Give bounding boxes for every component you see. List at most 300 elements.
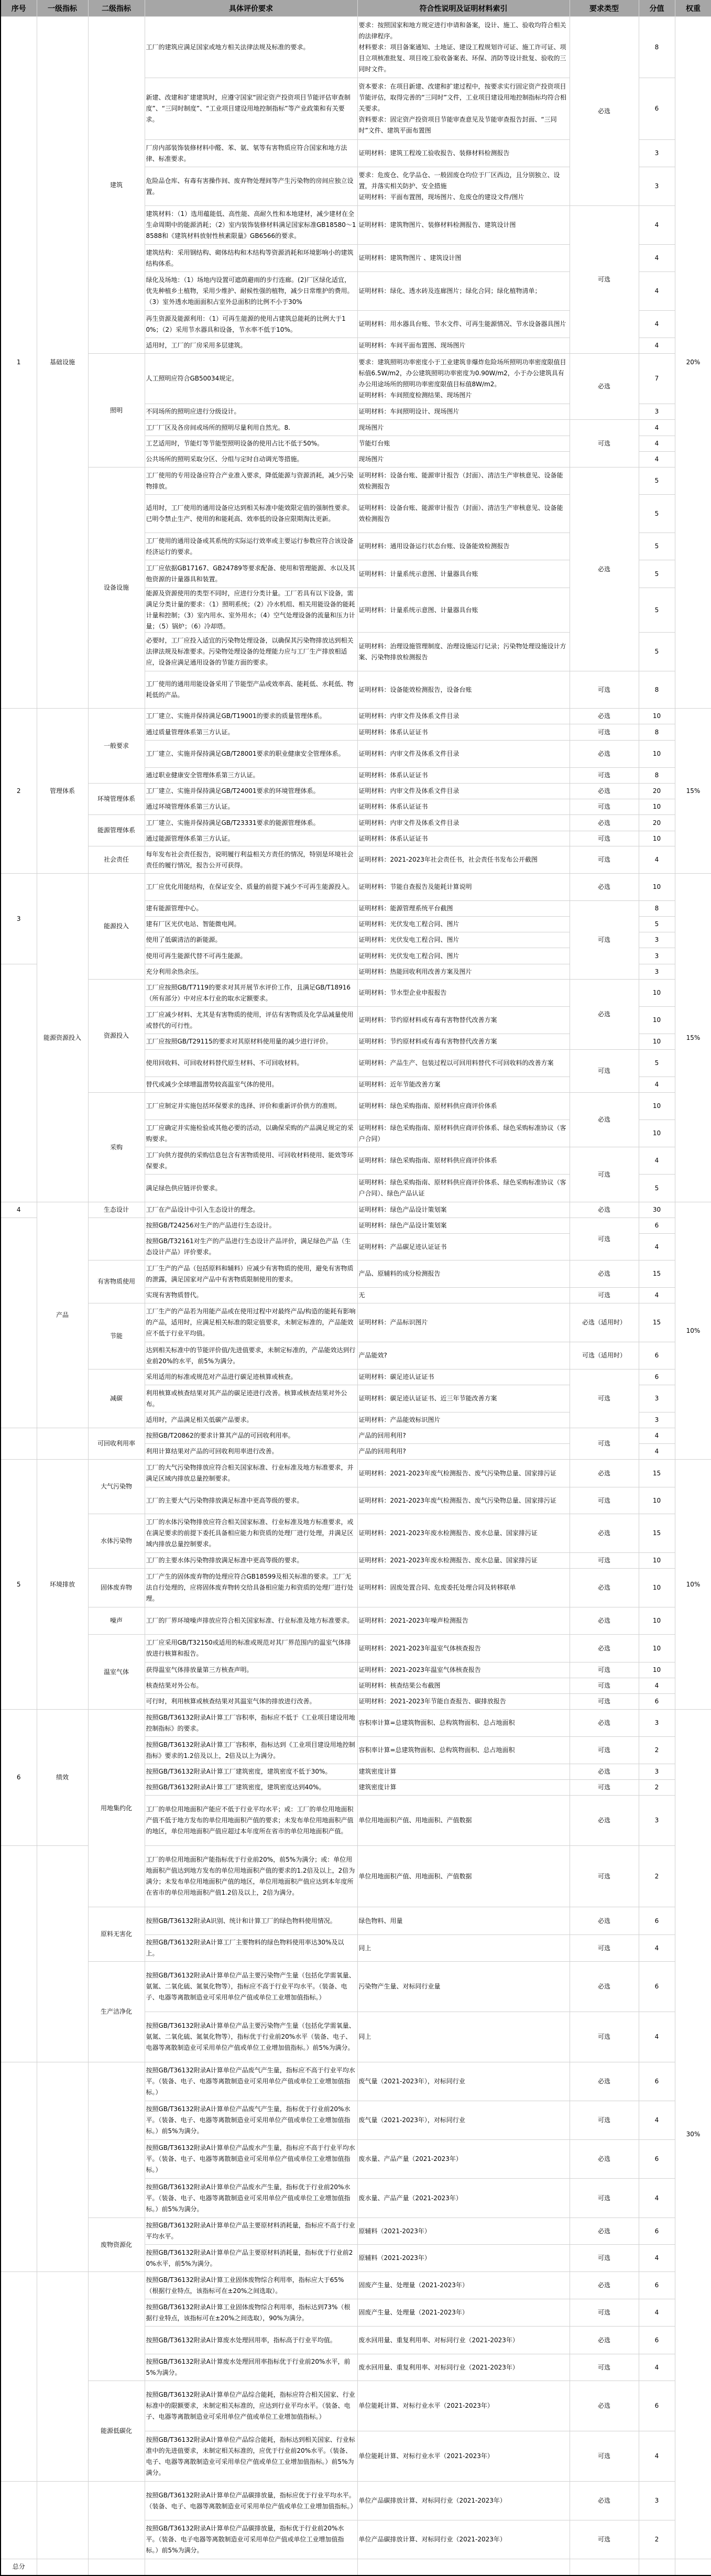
requirement-cell: 建筑材料：（1）选用蕴能低、高性能、高耐久性和本地建材，减少建材在全生命周期中的能源消耗；（2）室内装饰装修材料满足国家标准GB18580～18588和《建筑材料放射性核素限量》GB6566的要求。	[145, 206, 357, 245]
score-cell: 3	[639, 167, 675, 206]
number-cell	[1, 2272, 37, 2482]
requirement-cell: 工厂的主要大气污染物排放满足标准中更高等级的要求。	[145, 1487, 357, 1514]
table-row	[1, 354, 711, 404]
table-row	[1, 1907, 711, 1935]
table-row	[1, 1962, 711, 2012]
requirement-type-cell: 可选	[570, 1147, 639, 1202]
requirement-cell: 按照GB/T36132附录A计算单位产品主要污染物产生量（包括化学需氧量、氨氮、二氧化硫、氮氧化物等），指标优于行业前20%水平（装备、电子、电器等离散制造业可采用单位产值或单位工业增加值指标。）前5%为满分。	[145, 2012, 357, 2062]
level1-cell: 管理体系	[37, 709, 88, 874]
requirement-cell: 工厂生产的产品（包括原料和辅料）应减少有害物质的使用，避免有害物质的泄露，满足国家对产品中有害物质限制使用的要求。	[145, 1260, 357, 1288]
evidence-cell: 证明材料：产品能效标识图片	[357, 1412, 570, 1428]
evidence-cell: 证明材料：光伏发电工程合同、图片	[357, 948, 570, 964]
requirement-type-cell: 必选	[570, 1093, 639, 1147]
requirement-type-cell: 必选	[570, 2482, 639, 2520]
requirement-type-cell: 必选	[570, 2327, 639, 2354]
requirement-cell: 可行时，利用核算或核查结果对其温室气体的排放进行改善。	[145, 1694, 357, 1710]
level2-cell: 建筑	[88, 17, 145, 354]
table-row	[1, 1569, 711, 1607]
requirement-type-cell: 可选	[570, 2299, 639, 2327]
requirement-type-cell: 可选	[570, 1846, 639, 1907]
requirement-type-cell: 可选	[570, 1428, 639, 1460]
header-level1: 一级指标	[37, 0, 88, 17]
requirement-cell: 通过质量管理体系第三方认证。	[145, 724, 357, 741]
requirement-type-cell: 必选	[570, 1764, 639, 1780]
score-cell: 10	[639, 709, 675, 724]
number-cell	[1, 1428, 37, 1460]
score-cell: 2	[639, 1780, 675, 1796]
score-cell: 10	[639, 799, 675, 815]
level1-cell	[37, 1428, 88, 1460]
requirement-cell: 按照GB/T36132附录A计算工厂容积率，指标达到《工业项目建设用地控制指标》要求的1.2倍及以上，2倍及以上为满分。	[145, 1737, 357, 1764]
requirement-type-cell: 可选	[570, 901, 639, 980]
score-cell: 4	[639, 452, 675, 468]
evidence-cell: 证明材料：节能自查报告及能耗计算说明	[357, 874, 570, 901]
score-cell: 10	[639, 980, 675, 1007]
evidence-cell: 证明材料：内审文件及体系文件目录	[357, 709, 570, 724]
table-row	[1, 709, 711, 724]
total-empty-cell	[675, 2559, 711, 2575]
total-empty-cell	[88, 2559, 145, 2575]
score-cell: 6	[639, 2062, 675, 2101]
number-cell	[1, 1846, 37, 2062]
requirement-type-cell: 可选	[570, 1662, 639, 1678]
requirement-cell: 工厂应确定并实施检验或其他必要的活动，以确保采购的产品满足规定的采购要求。	[145, 1120, 357, 1147]
header-weight: 权重	[675, 0, 711, 17]
total-row	[1, 2559, 711, 2575]
score-cell: 10	[639, 1553, 675, 1569]
header-type: 要求类型	[570, 0, 639, 17]
requirement-cell: 工厂在产品设计中引入生态设计的理念。	[145, 1202, 357, 1218]
requirement-cell: 工厂建立、实施并保持满足GB/T28001要求的职业健康安全管理体系。	[145, 741, 357, 768]
requirement-cell: 按照GB/T36132附录A计算单位产品综合能耗，指标达到相关国家、行业标准中的先进值要求，未制定相关标准的，应优于行业前20%水平。（装备、电子、电器等离散制造业可采用单位产值或单位工业增加值指标。）前5%为满分。	[145, 2431, 357, 2482]
score-cell: 6	[639, 2272, 675, 2299]
evidence-cell: 证明材料：2021-2023年温室气体核查报告	[357, 1662, 570, 1678]
score-cell: 10	[639, 1635, 675, 1662]
total-empty-cell	[639, 2559, 675, 2575]
level1-cell: 能源资源投入	[37, 874, 88, 1202]
evidence-cell: 证明材料：绿色采购指南、原材料供应商评价体系、绿色采购标准协议（客户合同）、绿色产品认证	[357, 1175, 570, 1202]
requirement-type-cell: 可选	[570, 1694, 639, 1710]
evidence-cell: 证明材料：内审文件及体系文件目录	[357, 741, 570, 768]
table-row	[1, 784, 711, 799]
level2-cell: 一般要求	[88, 709, 145, 784]
table-row	[1, 2218, 711, 2245]
requirement-type-cell: 可选	[570, 2354, 639, 2381]
score-cell: 3	[639, 1412, 675, 1428]
level2-cell: 社会责任	[88, 846, 145, 874]
evidence-cell: 证明材料：2021-2023年噪声检测报告	[357, 1607, 570, 1635]
number-cell: 5	[1, 1460, 37, 1710]
requirement-type-cell: 可选	[570, 831, 639, 846]
requirement-cell: 按照GB/T36132附录A计算单位产品碳排放量，指标应优于行业平均水平。（装备、电子、电器等离散制造业可采用单位产值或单位工业增加值指标。）	[145, 2482, 357, 2520]
score-cell: 3	[639, 2482, 675, 2520]
evidence-cell: 证明材料：节水型企业申报报告	[357, 980, 570, 1007]
table-row	[1, 815, 711, 831]
evidence-cell: 证明材料：2021-2023年废气检测报告、废气污染物总量、国家排污证	[357, 1487, 570, 1514]
evidence-cell: 证明材料：热能回收利用改善方案及图片	[357, 964, 570, 980]
level2-cell: 能源投入	[88, 874, 145, 980]
weight-cell: 15%	[675, 874, 711, 1202]
score-cell: 6	[639, 2218, 675, 2245]
evidence-cell: 证明材料：固废处置合同、危废委托处理合同及转移联单	[357, 1569, 570, 1607]
requirement-cell: 获得温室气体排放量第三方核查声明。	[145, 1662, 357, 1678]
score-cell: 10	[639, 1662, 675, 1678]
requirement-cell: 人工照明应符合GB50034规定。	[145, 354, 357, 404]
level2-cell: 照明	[88, 354, 145, 468]
score-cell: 4	[639, 1444, 675, 1460]
score-cell: 4	[639, 1234, 675, 1260]
evidence-cell: 现场图片	[357, 452, 570, 468]
table-row	[1, 2272, 711, 2299]
evidence-cell: 废水量、产品产量（2021-2023年）	[357, 2140, 570, 2179]
requirement-type-cell: 必选	[570, 17, 639, 206]
table-row	[1, 2062, 711, 2101]
requirement-cell: 工厂使用的通用用能设备采用了节能型产品或效率高、能耗低、水耗低、物耗低的产品。	[145, 671, 357, 709]
evidence-cell: 证明材料：近年节能改善方案	[357, 1077, 570, 1093]
evidence-cell: 证明材料：设备台账、能源审计报告（封面）、清洁生产审核意见、设备能效检测报告	[357, 468, 570, 495]
level2-cell: 能源管理体系	[88, 815, 145, 846]
score-cell: 6	[639, 2327, 675, 2354]
requirement-cell: 工厂生产的产品若为用能产品或在使用过程中对最终产品/构造的能耗有影响的产品，适用时，应满足相关标准的限定值要求，未制定标准的，产品能效应不低于行业平均值。	[145, 1303, 357, 1342]
requirement-cell: 使用可再生能源代替不可再生能源。	[145, 948, 357, 964]
level1-cell	[37, 2062, 88, 2272]
score-cell: 8	[639, 901, 675, 917]
evidence-cell: 证明材料：车间平面布置图、现场图片	[357, 338, 570, 354]
evidence-cell: 产品的回用利用?	[357, 1428, 570, 1444]
level2-cell	[88, 2272, 145, 2381]
score-cell: 6	[639, 1907, 675, 1935]
score-cell: 4	[639, 1147, 675, 1175]
requirement-cell: 核查结果对外公布。	[145, 1678, 357, 1694]
score-cell: 20	[639, 815, 675, 831]
requirement-cell: 绿化及场地：（1）场地内设置可遮荫避雨的步行连廊。(2)厂区绿化适宜，优先种植乡土植物，采用少维护、耐候性强的植物，减少日常维护的费用。（3）室外透水地面面积占室外总面积的比例不小于30%	[145, 272, 357, 311]
evidence-cell: 证明材料：体系认证证书	[357, 831, 570, 846]
requirement-cell: 实现有害物质替代。	[145, 1288, 357, 1303]
requirement-cell: 按照GB/T36132附录A计算工业固体废物综合利用率，指标达到73%（根据行业特点，该指标可在±20%之间选取），90%为满分。	[145, 2299, 357, 2327]
evidence-cell: 绿色物料、用量	[357, 1907, 570, 1935]
requirement-cell: 使用回收料、可回收材料替代原生材料、不可回收材料。	[145, 1050, 357, 1077]
evidence-cell: 证明材料：体系认证证书	[357, 724, 570, 741]
evidence-cell: 证明材料：产品生产、包装过程以可回用料替代不可回收料的改善方案	[357, 1050, 570, 1077]
score-cell: 10	[639, 741, 675, 768]
table-row	[1, 1428, 711, 1444]
requirement-type-cell: 可选	[570, 1935, 639, 1962]
evidence-cell: 证明材料：2021-2023年废水检测报告、废水总量、国家排污证	[357, 1514, 570, 1553]
score-cell: 3	[639, 1764, 675, 1780]
evidence-cell: 单位用地面积产值、用地面积、产值数据	[357, 1846, 570, 1907]
evidence-cell: 容积率计算=总建筑物面积、总构筑物面积、总占地面积	[357, 1710, 570, 1737]
requirement-cell: 按照GB/T36132附录A计算工厂建筑密度，建筑密度达到40%。	[145, 1780, 357, 1796]
requirement-type-cell: 可选	[570, 2245, 639, 2272]
table-body	[1, 17, 711, 2575]
score-cell: 15	[639, 1460, 675, 1487]
evidence-cell: 证明材料：绿化、透水砖及连廊图片；绿化合同；绿化植物清单；	[357, 272, 570, 311]
score-cell: 4	[639, 2101, 675, 2140]
requirement-type-cell: 必选	[570, 980, 639, 1050]
level2-cell: 原料无害化	[88, 1907, 145, 1962]
table-row	[1, 1460, 711, 1487]
requirement-type-cell: 必选	[570, 741, 639, 768]
score-cell: 10	[639, 1607, 675, 1635]
requirement-cell: 建有能源管理中心。	[145, 901, 357, 917]
level2-cell: 有害物质使用	[88, 1260, 145, 1303]
level2-cell	[88, 2062, 145, 2218]
evidence-cell: 单位产品碳排放计算、对标同行业（2021-2023年）	[357, 2520, 570, 2559]
requirement-type-cell: 可选	[570, 2101, 639, 2140]
evidence-cell: 证明材料：建筑物图片、装修材料检测报告、建筑设计图	[357, 206, 570, 245]
evidence-cell: 单位能耗计算、对标行业水平（2021-2023年）	[357, 2431, 570, 2482]
header-score: 分值	[639, 0, 675, 17]
requirement-type-cell: 必选	[570, 874, 639, 901]
requirement-cell: 适用时，工厂的厂房采用多层建筑。	[145, 338, 357, 354]
requirement-cell: 通过职业健康安全管理体系第三方认证。	[145, 768, 357, 784]
requirement-type-cell: 可选	[570, 1288, 639, 1303]
requirement-type-cell: 可选	[570, 1678, 639, 1694]
requirement-type-cell: 可选	[570, 1737, 639, 1764]
table-row	[1, 1514, 711, 1553]
evidence-cell: 证明材料：计量系统示意图、计量器具台账	[357, 588, 570, 633]
evidence-cell: 证明材料：产品碳足迹认证证书	[357, 1234, 570, 1260]
score-cell: 3	[639, 948, 675, 964]
requirement-cell: 工厂的大气污染物排放应符合相关国家标准、行业标准及地方标准要求，并满足区域内排放总量控制要求。	[145, 1460, 357, 1487]
requirement-cell: 工厂应优化用能结构，在保证安全、质量的前提下减少不可再生能源投入。	[145, 874, 357, 901]
evidence-cell: 证明材料：体系认证证书	[357, 799, 570, 815]
evidence-cell: 废气量（2021-2023年），对标同行业	[357, 2062, 570, 2101]
level2-cell	[88, 2482, 145, 2559]
header-level2: 二级指标	[88, 0, 145, 17]
level2-cell: 减碳	[88, 1369, 145, 1428]
number-cell: 1	[1, 17, 37, 709]
evidence-cell: 产品的回用利用?	[357, 1444, 570, 1460]
number-cell: 3	[1, 874, 37, 964]
requirement-type-cell: 可选	[570, 768, 639, 784]
requirement-cell: 满足绿色供应链评价要求。	[145, 1175, 357, 1202]
evidence-cell: 证明材料：光伏发电工程合同、图片	[357, 932, 570, 948]
requirement-cell: 工厂使用的专用设备应符合产业准入要求，降低能源与资源消耗，减少污染物排放。	[145, 468, 357, 495]
requirement-cell: 适用时，工厂使用的通用设备应达到相关标准中能效限定值的强制性要求。已明令禁止生产、使用的和能耗高、效率低的设备应限期淘汰更新。	[145, 495, 357, 533]
table-row	[1, 846, 711, 874]
requirement-cell: 工厂使用的通用设备或其系统的实际运行效率或主要运行参数应符合该设备经济运行的要求。	[145, 533, 357, 560]
level2-cell: 废物资源化	[88, 2218, 145, 2272]
requirement-type-cell: 必选	[570, 1260, 639, 1288]
total-empty-cell	[145, 2559, 357, 2575]
evidence-cell: 证明材料：2021-2023年节能自查报告、碳排放报告	[357, 1694, 570, 1710]
score-cell: 4	[639, 2012, 675, 2062]
evidence-cell: 要求：危废仓、化学品仓、一般固废仓均位于厂区西边，且分别独立、设置，并落实相关防护、安全措施 证明材料：平面布置图，现场图片、危废仓的建设文件/图片	[357, 167, 570, 206]
score-cell: 4	[639, 846, 675, 874]
score-cell: 4	[639, 2431, 675, 2482]
requirement-cell: 按照GB/T36132附录A计算单位产品主要污染物产生量（包括化学需氧量、氨氮、二氧化硫、氮氧化物等），指标应不高于行业平均水平。（装备、电子、电器等离散制造业可采用单位产值或单位工业增加值指标。）	[145, 1962, 357, 2012]
requirement-type-cell: 可选	[570, 1553, 639, 1569]
table-row	[1, 1093, 711, 1120]
requirement-cell: 按照GB/T36132附录A计算废水处理回用率指标优于行业前20%水平，前5%为满分。	[145, 2354, 357, 2381]
level2-cell: 资源投入	[88, 980, 145, 1093]
requirement-type-cell: 可选	[570, 206, 639, 354]
requirement-type-cell: 必选	[570, 2140, 639, 2179]
requirement-type-cell: 必选	[570, 2381, 639, 2431]
score-cell: 3	[639, 1710, 675, 1737]
header-row	[1, 0, 711, 17]
level2-cell	[88, 1218, 145, 1260]
score-cell: 8	[639, 724, 675, 741]
requirement-type-cell: 可选	[570, 2520, 639, 2559]
requirement-cell: 按照GB/T36132附录A计算废水处理回用率，指标高于行业平均值。	[145, 2327, 357, 2354]
requirement-cell: 按照GB/T36132附录A计算单位产品废气产生量，指标优于行业前20%水平。（装备、电子、电器等离散制造业可采用单位产值或单位工业增加值指标。）前5%为满分。	[145, 2101, 357, 2140]
requirement-cell: 工厂应按照GB/T29115的要求对其原材料使用量的减少进行评价。	[145, 1034, 357, 1050]
table-row	[1, 1260, 711, 1288]
score-cell: 10	[639, 1569, 675, 1607]
requirement-cell: 达到相关标准中的节能评价值/先进值要求，未制定标准的，产品能效达到行业前20%的水平，前5%为满分。	[145, 1342, 357, 1369]
evidence-cell: 证明材料：绿色采购指南、原材料供应商评价体系	[357, 1093, 570, 1120]
score-cell: 10	[639, 1093, 675, 1120]
requirement-cell: 按照GB/T24256对生产的产品进行生态设计。	[145, 1218, 357, 1234]
table-row	[1, 1218, 711, 1234]
requirement-cell: 每年发布社会责任报告，说明履行利益相关方责任的情况，特别是环境社会责任的履行情况，报告公开可获得。	[145, 846, 357, 874]
requirement-type-cell: 必选	[570, 815, 639, 831]
level2-cell: 噪声	[88, 1607, 145, 1635]
score-cell: 15	[639, 1514, 675, 1553]
requirement-cell: 不同场所的照明应进行分级设计。	[145, 404, 357, 420]
requirement-type-cell: 可选（适用时）	[570, 1342, 639, 1369]
requirement-cell: 按照GB/T36132附录A计算单位产品综合能耗，指标应符合相关国家、行业标准中的限额要求，未制定相关标准的，应达到行业平均水平。（装备、电子、电器等离散制造业可采用单位产值或单位工业增加值指标。）	[145, 2381, 357, 2431]
number-cell	[1, 964, 37, 1202]
evidence-cell: 证明材料：内审文件及体系文件目录	[357, 784, 570, 799]
score-cell: 4	[639, 1288, 675, 1303]
requirement-type-cell: 可选	[570, 1780, 639, 1796]
requirement-type-cell: 必选	[570, 1514, 639, 1553]
score-cell: 15	[639, 1303, 675, 1342]
evidence-cell: 证明材料：绿色采购指南、原材料供应商评价体系、绿色采购标准协议（客户合同）	[357, 1120, 570, 1147]
score-cell: 3	[639, 964, 675, 980]
evidence-cell: 证明材料：设备能效检测报告，设备台账	[357, 671, 570, 709]
requirement-cell: 工厂的建筑应满足国家或地方相关法律法规及标准的要求。	[145, 17, 357, 78]
requirement-cell: 厂房内部装饰装修材料中醛、苯、氨、氡等有害物质应符合国家和地方法律、标准要求。	[145, 140, 357, 167]
requirement-cell: 工厂的厂界环境噪声排放应符合相关国家标准、行业标准及地方标准要求。	[145, 1607, 357, 1635]
evidence-cell: 证明材料：节约原材料或有毒有害物替代改善方案	[357, 1007, 570, 1034]
requirement-cell: 按照GB/T36132附录A计算单位产品废水产生量，指标优于行业前20%水平。（装备、电子、电器等离散制造业可采用单位产值或单位工业增加值指标。）前5%为满分。	[145, 2179, 357, 2218]
score-cell: 6	[639, 1694, 675, 1710]
requirement-cell: 工厂应制定并实施包括环保要求的选择、评价和重新评价供方的准则。	[145, 1093, 357, 1120]
evidence-cell: 原辅料（2021-2023年）	[357, 2218, 570, 2245]
requirement-cell: 使用了低碳清洁的新能源。	[145, 932, 357, 948]
score-cell: 4	[639, 1077, 675, 1093]
level2-cell: 生产洁净化	[88, 1962, 145, 2062]
requirement-cell: 工厂的主要水体污染物排放满足标准中更高等级的要求。	[145, 1553, 357, 1569]
evidence-cell: 单位能耗计算、对标行业水平（2021-2023年）	[357, 2381, 570, 2431]
score-cell: 4	[639, 2245, 675, 2272]
score-cell: 5	[639, 1050, 675, 1077]
evidence-cell: 单位用地面积产值、用地面积、产值数据	[357, 1796, 570, 1846]
score-cell: 4	[639, 206, 675, 245]
requirement-cell: 利用核算或核查结果对其产品的碳足迹进行改善。核算或核查结果对外公布。	[145, 1385, 357, 1412]
evidence-cell: 污染物产生量、对标同行业量	[357, 1962, 570, 2012]
requirement-type-cell: 可选	[570, 671, 639, 709]
score-cell: 8	[639, 671, 675, 709]
score-cell: 10	[639, 1487, 675, 1514]
requirement-cell: 必要时，工厂应投入适宜的污染物处理设备，以确保其污染物排放达到相关法律法规及标准要求。污染物处理设备的处理能力应与工厂生产排放相适应，设备应满足通用设备的节能方面的要求。	[145, 633, 357, 671]
requirement-type-cell: 必选	[570, 1962, 639, 2012]
requirement-type-cell: 可选	[570, 1050, 639, 1093]
score-cell: 6	[639, 2140, 675, 2179]
score-cell: 20	[639, 784, 675, 799]
requirement-cell: 按照GB/T36132附录A识别、统计和计算工厂的绿色物料使用情况。	[145, 1907, 357, 1935]
evidence-cell: 废水回用量、重复利用率、对标同行业（2021-2023年）	[357, 2354, 570, 2381]
score-cell: 7	[639, 354, 675, 404]
level1-cell: 基础设施	[37, 17, 88, 709]
evidence-cell: 同上	[357, 1935, 570, 1962]
score-cell: 4	[639, 245, 675, 272]
number-cell: 6	[1, 1710, 37, 1846]
header-no: 序号	[1, 0, 37, 17]
evidence-cell: 产品、原辅料的成分检测报告	[357, 1260, 570, 1288]
score-cell: 10	[639, 1034, 675, 1050]
score-cell: 10	[639, 1007, 675, 1034]
total-empty-cell	[37, 2559, 88, 2575]
score-cell: 30	[639, 1202, 675, 1218]
evidence-cell: 证明材料：绿色产品设计策划案	[357, 1202, 570, 1218]
requirement-cell: 建筑结构：采用钢结构、砌体结构和木结构等资源消耗和环境影响小的建筑结构体系。	[145, 245, 357, 272]
requirement-cell: 再生资源及能源利用：（1）可再生能源的使用占建筑总能耗的比例大于10%；（2）采用节水器具和设备，节水率不低于10%。	[145, 311, 357, 338]
score-cell: 5	[639, 917, 675, 932]
requirement-cell: 工厂产生的固体废弃物的处理应符合GB18599及相关标准的要求。工厂无法自行处理的，应将固体废弃物转交给具备相应能力和资质的处理厂进行处理。	[145, 1569, 357, 1607]
evidence-cell: 证明材料：车间照明设计、现场图片	[357, 404, 570, 420]
evidence-cell: 要求：按照国家和地方规定进行申请和备案，设计、施工、验收均符合相关的法律程序。 材料要求：项目备案通知、土地证、建设工程规划许可证、施工许可证、项目立项核准批复、项目竣工验收备案表、环保、消防等设计批复、验收的三同时文件。	[357, 17, 570, 78]
requirement-cell: 按照GB/T36132附录A计算工业固体废物综合利用率，指标应大于65%（根据行业特点，该指标可在±20%之间选取）。	[145, 2272, 357, 2299]
requirement-cell: 按照GB/T36132附录A计算单位产品主要原材料消耗量，指标优于行业前20%水平，前5%为满分。	[145, 2245, 357, 2272]
evidence-cell: 证明材料：2021-2023年社会责任书，社会责任书发布公开截图	[357, 846, 570, 874]
level2-cell: 温室气体	[88, 1635, 145, 1710]
requirement-type-cell: 必选	[570, 784, 639, 799]
evidence-cell: 现场图片	[357, 420, 570, 436]
requirement-type-cell: 可选	[570, 2431, 639, 2482]
score-cell: 6	[639, 1962, 675, 2012]
evidence-cell: 要求：建筑照明功率密度小于工业建筑非爆炸危险场所照明功率密度限值目标值6.5W/m2，办公建筑照明功率密度为0.90W/m2，小于办公建筑具有办公用途场所的照明功率密度限值目标值8W/m2。 证明材料：车间照度检测结果、现场图片	[357, 354, 570, 404]
table-row	[1, 1607, 711, 1635]
requirement-cell: 工厂厂区及各房间或场所的照明尽量利用自然光。8.	[145, 420, 357, 436]
requirement-cell: 按照GB/T36132附录A计算单位产品废气产生量，指标应不高于行业平均水平。（装备、电子、电器等离散制造业可采用单位产值或单位工业增加值指标。）	[145, 2062, 357, 2101]
level1-cell	[37, 2482, 88, 2559]
requirement-cell: 按照GB/T36132附录A计算单位产品主要原材料消耗量，指标应不高于行业平均水平。	[145, 2218, 357, 2245]
requirement-cell: 工厂的水体污染物排放应符合相关国家标准、行业标准及地方标准要求，或在满足要求的前提下委托具备相应能力和资质的处理厂进行处理，并满足区域内排放总量控制要求。	[145, 1514, 357, 1553]
requirement-cell: 建有厂区光伏电站、智能微电网。	[145, 917, 357, 932]
evidence-cell: 证明材料：用水器具台账、节水文件、可再生能源情况、节水设备器具图片	[357, 311, 570, 338]
score-cell: 10	[639, 874, 675, 901]
score-cell: 5	[639, 560, 675, 588]
score-cell: 10	[639, 831, 675, 846]
evidence-cell: 证明材料：计量系统示意图、计量器具台账	[357, 560, 570, 588]
level2-cell: 节能	[88, 1303, 145, 1369]
score-cell: 8	[639, 768, 675, 784]
requirement-cell: 按照GB/T36132附录A计算单位产品废水产生量，指标应不高于行业平均水平。（装备、电子、电器等离散制造业可采用单位产值或单位工业增加值指标。）	[145, 2140, 357, 2179]
table-row	[1, 874, 711, 901]
score-cell: 4	[639, 420, 675, 436]
table-row	[1, 1369, 711, 1385]
table-row	[1, 2381, 711, 2431]
evidence-cell: 建筑密度计算	[357, 1764, 570, 1780]
level2-cell: 生态设计	[88, 1202, 145, 1218]
level2-cell: 能源低碳化	[88, 2381, 145, 2482]
requirement-cell: 工厂建立、实施并保持满足GB/T24001要求的环境管理体系。	[145, 784, 357, 799]
requirement-type-cell: 必选	[570, 1635, 639, 1662]
evidence-cell: 资本要求：在项目新建、改建和扩建过程中，按要求实行固定资产投资项目节能评估，取得完善的“三同时”文件，工业项目建设用地控制指标均符合相关要求。 资料要求：固定资产投资项目节能审查意见及节能审查报告封面、“三同时”文件、建筑平面布置图	[357, 78, 570, 140]
score-cell: 6	[639, 2381, 675, 2431]
requirement-cell: 工厂应减少材料、尤其是有害物质的使用，评估有害物质及化学品减量使用或替代的可行性。	[145, 1007, 357, 1034]
header-requirement: 具体评价要求	[145, 0, 357, 17]
level2-cell: 可回收利用率	[88, 1428, 145, 1460]
requirement-cell: 适用时，产品满足相关低碳产品要求。	[145, 1412, 357, 1428]
requirement-type-cell: 必选	[570, 354, 639, 420]
table-row	[1, 2482, 711, 2520]
